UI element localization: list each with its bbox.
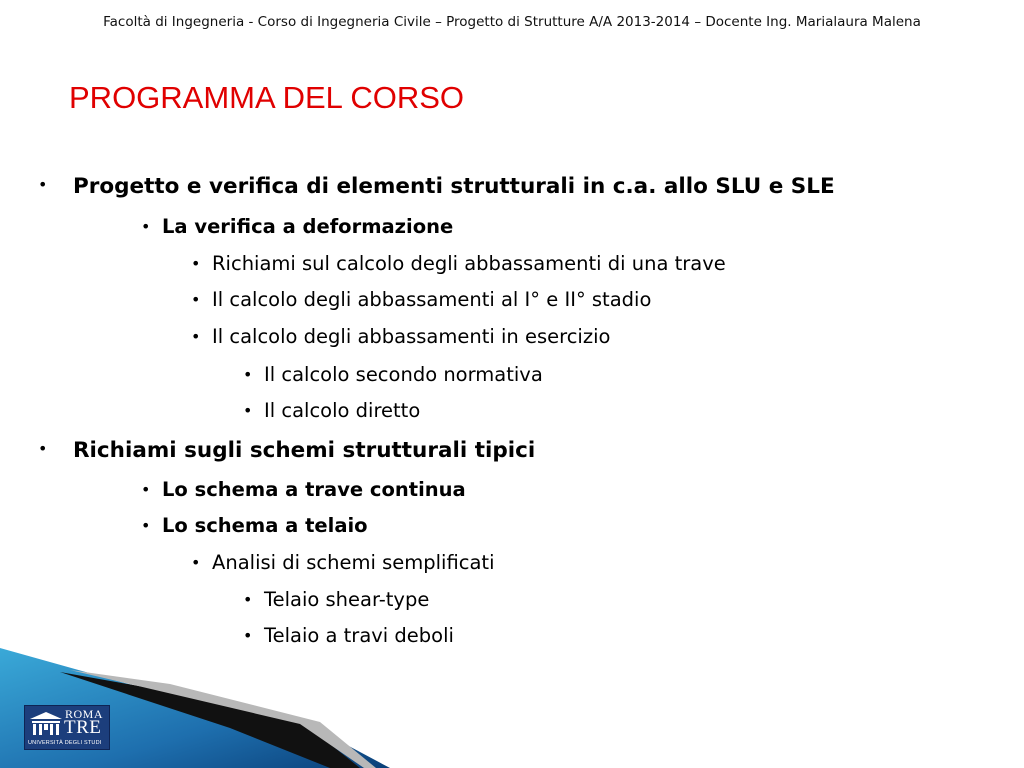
list-item — [191, 551, 494, 574]
list-item-label: Telaio a travi deboli — [264, 624, 454, 647]
list-item-section-1 — [38, 174, 835, 199]
list-item — [243, 588, 429, 611]
bullet-icon: • — [38, 439, 48, 458]
arch-icon — [29, 711, 63, 737]
list-item-label: Il calcolo degli abbassamenti al I° e II° stadio — [212, 288, 652, 311]
list-item — [243, 399, 420, 422]
bullet-icon: • — [191, 290, 201, 309]
bullet-icon: • — [141, 480, 151, 499]
slide-title: PROGRAMMA DEL CORSO — [69, 80, 465, 115]
list-item-section-2 — [38, 438, 535, 463]
bullet-icon: • — [141, 516, 151, 535]
list-item-label: Analisi di schemi semplificati — [212, 551, 495, 574]
list-item-frame — [141, 514, 368, 537]
list-item-label: La verifica a deformazione — [162, 215, 454, 238]
list-item-continuous-beam — [141, 478, 466, 501]
list-item — [191, 252, 726, 275]
slide-header: Facoltà di Ingegneria - Corso di Ingegneria Civile – Progetto di Strutture A/A 2013-2014 – Docente Ing. Marialaura Malena — [103, 14, 921, 30]
bullet-icon: • — [38, 175, 48, 194]
list-item-label: Richiami sul calcolo degli abbassamenti di una trave — [212, 252, 726, 275]
list-item-label: Progetto e verifica di elementi strutturali in c.a. allo SLU e SLE — [73, 174, 835, 199]
list-item-label: Il calcolo diretto — [264, 399, 421, 422]
logo-text-roma: ROMA — [65, 707, 104, 721]
bullet-icon: • — [243, 590, 253, 609]
list-item-label: Lo schema a trave continua — [162, 478, 466, 501]
list-item-label: Telaio shear-type — [264, 588, 430, 611]
list-item — [243, 363, 543, 386]
bullet-icon: • — [243, 401, 253, 420]
bullet-icon: • — [191, 553, 201, 572]
bullet-icon: • — [243, 626, 253, 645]
list-item-label: Il calcolo secondo normativa — [264, 363, 543, 386]
list-item-label: Richiami sugli schemi strutturali tipici — [73, 438, 536, 463]
list-item-label: Lo schema a telaio — [162, 514, 368, 537]
list-item-deformation — [141, 215, 453, 238]
bullet-icon: • — [141, 217, 151, 236]
list-item — [191, 288, 651, 311]
logo-text-tre: TRE — [64, 717, 102, 738]
list-item — [243, 624, 454, 647]
bullet-icon: • — [243, 365, 253, 384]
bullet-icon: • — [191, 327, 201, 346]
logo-text-university: UNIVERSITÀ DEGLI STUDI — [28, 740, 102, 746]
list-item — [191, 325, 610, 348]
university-logo — [24, 705, 110, 750]
list-item-label: Il calcolo degli abbassamenti in esercizio — [212, 325, 611, 348]
bullet-icon: • — [191, 254, 201, 273]
